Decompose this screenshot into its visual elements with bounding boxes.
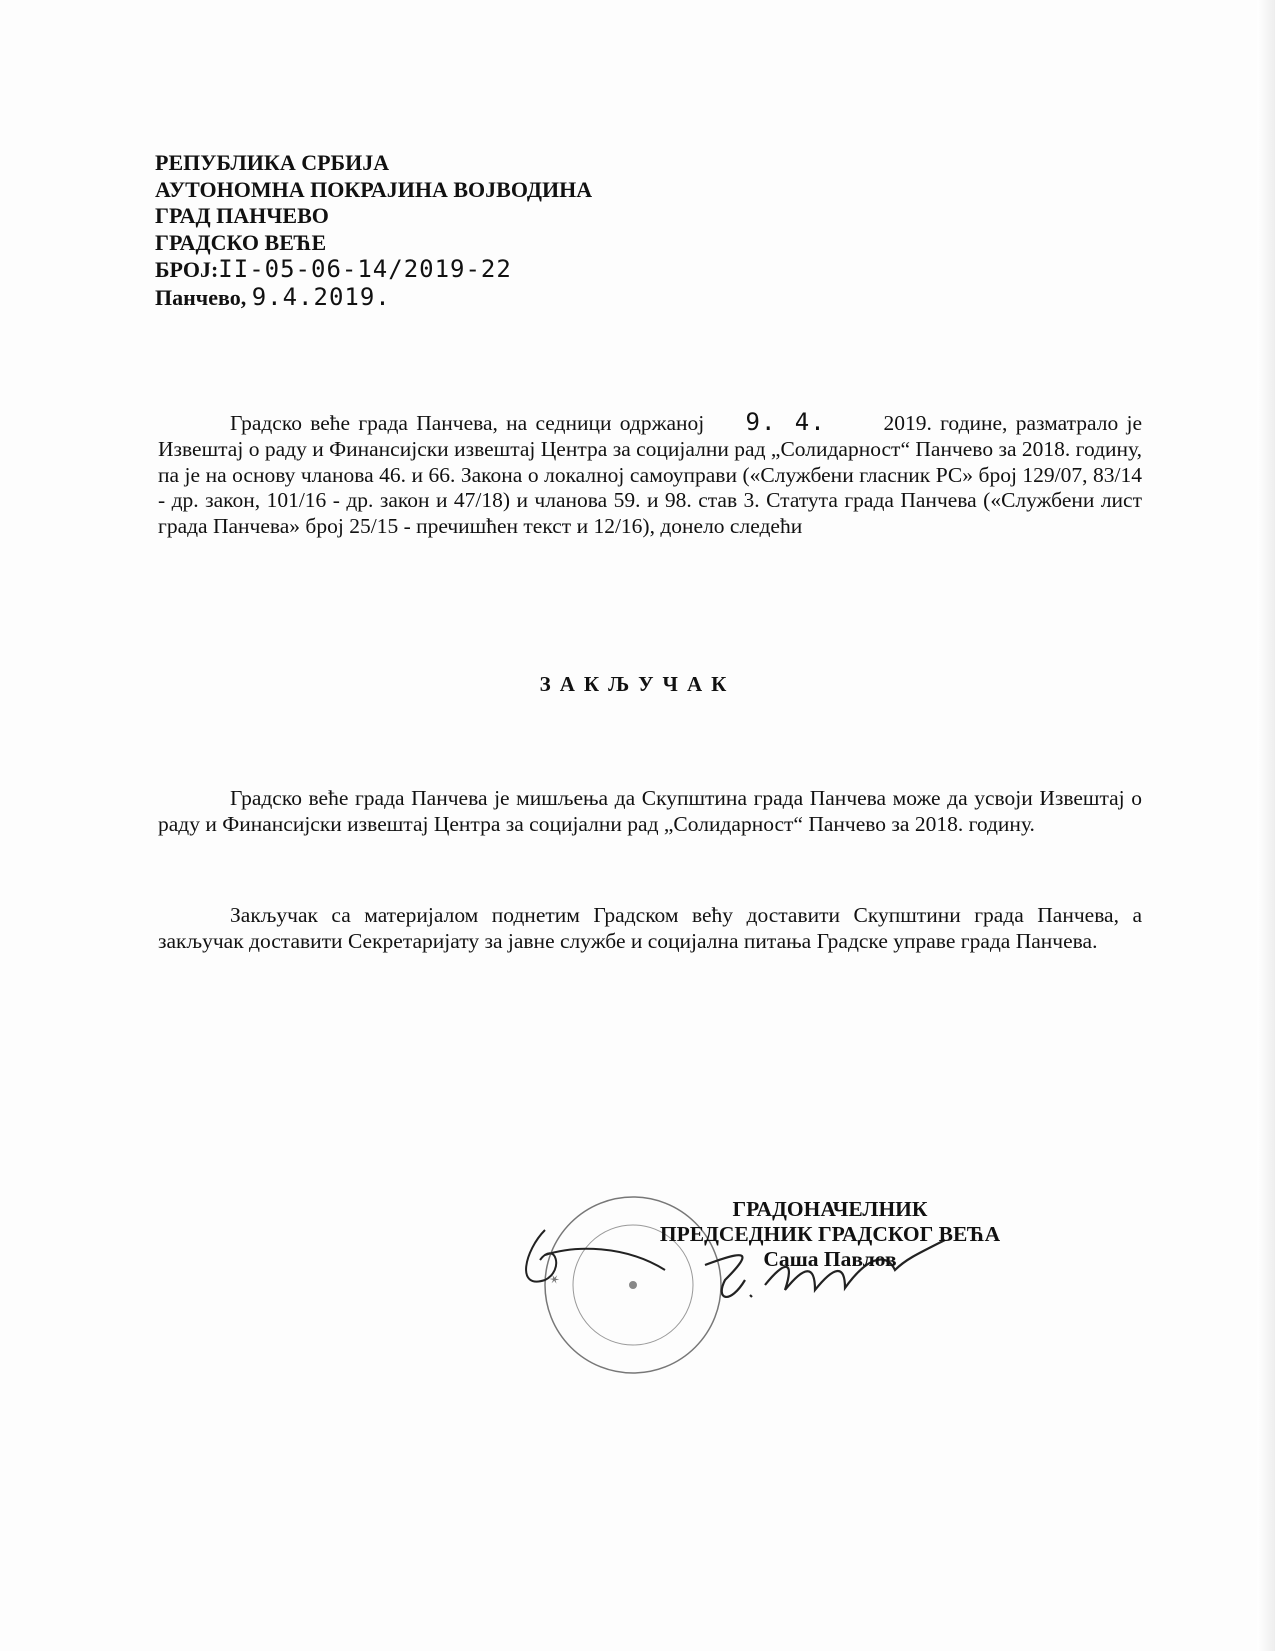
svg-text:✶: ✶ [547,1270,564,1286]
session-date-handwritten: 9. 4. [745,408,826,436]
paragraph-text: Закључак са материјалом поднетим Градском већу доставити Скупштини града Панчева, а закључак доставити Секретаријату за јавне службе и социјална питања Градске управе града Панчева. [158,903,1142,953]
document-header [155,150,592,311]
conclusion-paragraph-1 [158,786,1142,838]
signature-block [610,1197,1050,1272]
intro-text-2: 2019. године, разматрало је Извештај о раду и Финансијски извештај Центра за социјални рад „Солидарност“ Панчево за 2018. годину, па је на основу чланова 46. и 66. Закона о локалној самоуправи («Службени гласник РС» број 129/07, 83/14 - др. закон, 101/16 - др. закон и 47/18) и чланова 59. и 98. став 3. Статута града Панчева («Службени лист града Панчева» број 25/15 - пречишћен текст и 12/16), донело следећи [158,411,1143,539]
signatory-title-president: ПРЕДСЕДНИК ГРАДСКОГ ВЕЋА [659,1222,1001,1246]
intro-paragraph [158,410,1142,540]
header-city: ГРАД ПАНЧЕВО [155,203,329,228]
header-province: АУТОНОМНА ПОКРАЈИНА ВОЈВОДИНА [155,176,593,202]
document-number [155,256,592,284]
place-label: Панчево, [155,284,247,310]
paragraph-text: Градско веће града Панчева је мишљења да Скупштина града Панчева може да усвоји Извештај о раду и Финансијски извештај Центра за социјални рад „Солидарност“ Панчево за 2018. годину. [158,786,1142,836]
number-label: БРОЈ: [155,257,219,282]
scan-edge [1257,0,1275,1651]
intro-text-1: Градско веће града Панчева, на седници одржаној [230,411,705,435]
date-handwritten: 9.4.2019. [251,282,391,311]
signatory-name: Саша Павлов [763,1247,897,1271]
document-date [155,284,592,312]
document-title: ЗАКЉУЧАК [539,672,736,696]
header-republic: РЕПУБЛИКА СРБИЈА [155,150,390,175]
signatory-title-mayor: ГРАДОНАЧЕЛНИК [732,1197,928,1221]
conclusion-paragraph-2 [158,903,1142,955]
number-handwritten: II-05-06-14/2019-22 [218,255,512,283]
header-council: ГРАДСКО ВЕЋЕ [155,229,327,255]
